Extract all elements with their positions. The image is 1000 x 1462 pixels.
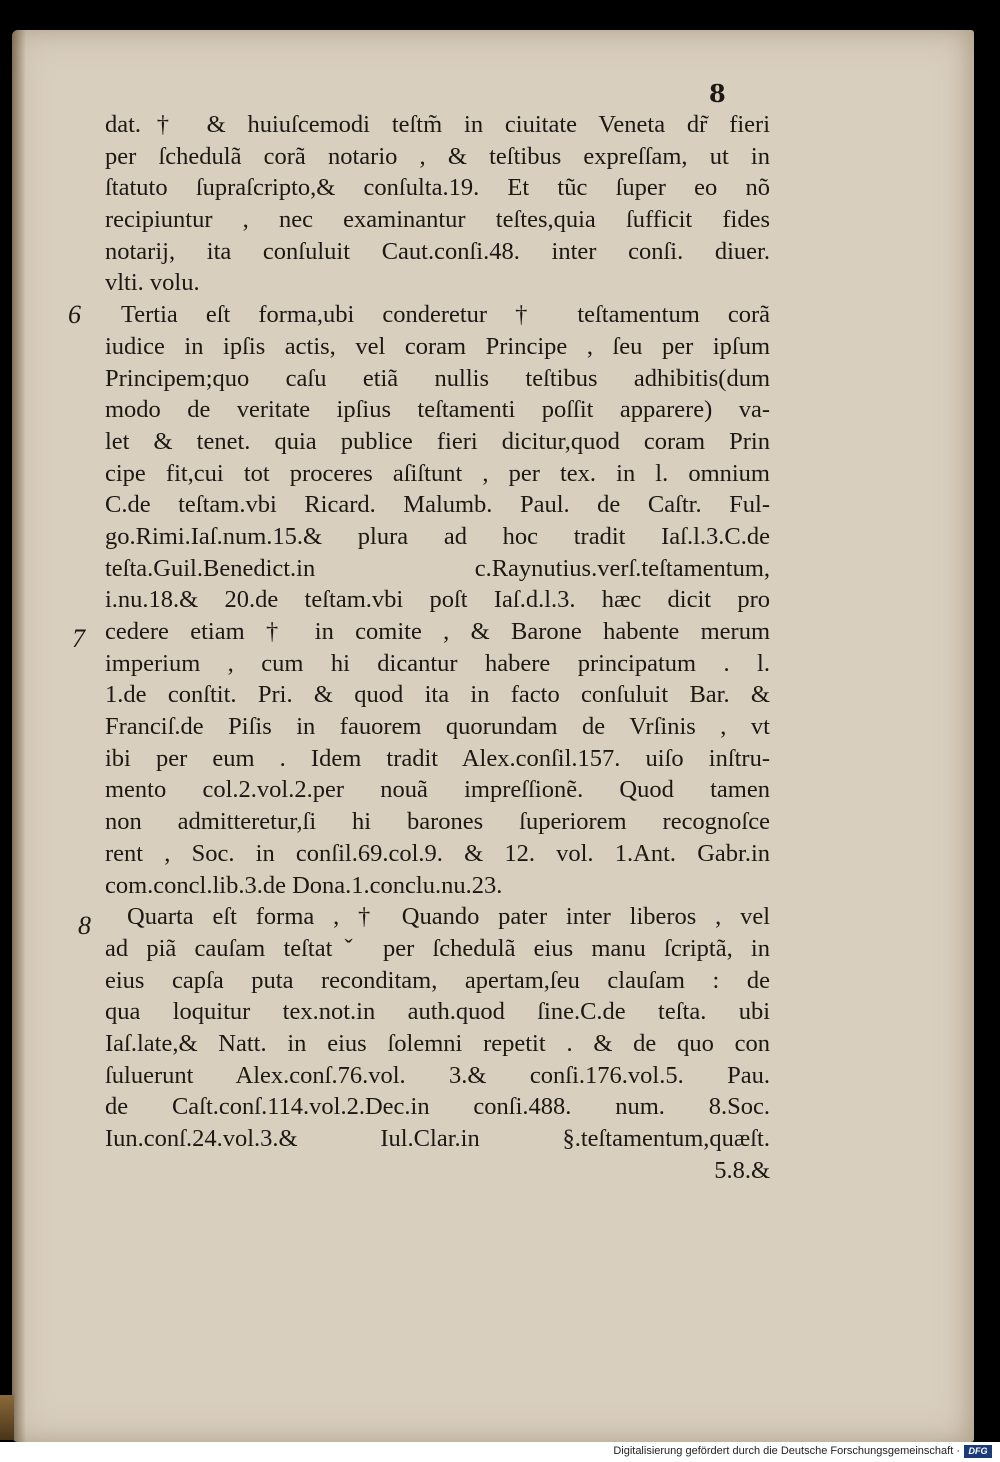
paragraph-start-line: Quarta eſt forma , † Quando pater inter liberos , vel	[127, 903, 770, 931]
body-text	[105, 109, 770, 1186]
text-line: eius capſa puta reconditam, apertam,ſeu clauſam : de	[105, 966, 770, 994]
text-line: ibi per eum . Idem tradit Alex.conſil.157. uiſo inſtru-	[105, 744, 770, 772]
text-line: notarij, ita conſuluit Caut.conſi.48. inter conſi. diuer.	[105, 237, 770, 265]
text-line: dat.† & huiuſcemodi teſtm̃ in ciuitate Veneta dr̃ fieri	[105, 111, 770, 138]
text-line: rent , Soc. in conſil.69.col.9. & 12. vol. 1.Ant. Gabr.in	[105, 839, 770, 867]
text-line: per ſchedulã corã notario , & teſtibus expreſſam, ut in	[105, 142, 770, 170]
text-line: non admitteretur,ſi hi barones ſuperiorem recognoſce	[105, 808, 770, 836]
text-line: Principem;quo caſu etiã nullis teſtibus adhibitis(dum	[105, 364, 770, 392]
text-line: qua loquitur tex.not.in auth.quod ſine.C.de teſta. ubi	[105, 998, 770, 1026]
dfg-logo-icon: DFG	[964, 1445, 992, 1458]
text-line: modo de veritate ipſius teſtamenti poſſit apparere) va-	[105, 396, 770, 424]
text-line: Iaſ.late,& Natt. in eius ſolemni repetit . & de quo con	[105, 1029, 770, 1057]
text-line: ſuluerunt Alex.conſ.76.vol. 3.& conſi.176.vol.5. Pau.	[105, 1061, 770, 1089]
text-line: i.nu.18.& 20.de teſtam.vbi poſt Iaſ.d.l.3. hæc dicit pro	[105, 586, 770, 614]
text-line: recipiuntur , nec examinantur teſtes,quia ſufficit fides	[105, 206, 770, 234]
text-line: de Caſt.conſ.114.vol.2.Dec.in conſi.488. num. 8.Soc.	[105, 1093, 770, 1121]
text-line: Franciſ.de Piſis in fauorem quorundam de Vrſinis , vt	[105, 713, 770, 741]
catchword: 5.8.&	[714, 1156, 770, 1184]
text-line: go.Rimi.Iaſ.num.15.& plura ad hoc tradit Iaſ.l.3.C.de	[105, 522, 770, 550]
page-number: 8	[709, 79, 726, 108]
funding-credit-text: Digitalisierung gefördert durch die Deutsche Forschungsgemeinschaft ·	[613, 1445, 960, 1457]
text-line: cipe fit,cui tot proceres aſiſtunt , per tex. in l. omnium	[105, 459, 770, 487]
text-line: ad piã cauſam teſtatˇ per ſchedulã eius manu ſcriptã, in	[105, 934, 770, 962]
text-line: vlti. volu.	[105, 269, 200, 297]
text-line: mento col.2.vol.2.per nouã impreſſionẽ. Quod tamen	[105, 776, 770, 804]
text-line: let & tenet. quia publice fieri dicitur,quod coram Prin	[105, 427, 770, 455]
text-line: Iun.conſ.24.vol.3.& Iul.Clar.in §.teſtamentum,quæſt.	[105, 1125, 770, 1152]
text-line: ſtatuto ſupraſcripto,& conſulta.19. Et tũc ſuper eo nõ	[105, 174, 770, 202]
text-line: iudice in ipſis actis, vel coram Principe , ſeu per ipſum	[105, 332, 770, 360]
margin-number-6: 6	[68, 300, 81, 329]
paragraph-start-line: Tertia eſt forma,ubi conderetur † teſtamentum corã	[121, 301, 770, 329]
text-line: imperium , cum hi dicantur habere principatum . l.	[105, 649, 770, 677]
book-spine-edge	[0, 1395, 14, 1440]
text-line: com.concl.lib.3.de Dona.1.conclu.nu.23.	[105, 871, 503, 899]
text-line: cedere etiam † in comite , & Barone habente merum	[105, 618, 770, 645]
margin-number-7: 7	[72, 624, 85, 653]
text-line: C.de teſtam.vbi Ricard. Malumb. Paul. de Caſtr. Ful-	[105, 491, 770, 519]
text-line: 1.de conſtit. Pri. & quod ita in facto conſuluit Bar. &	[105, 681, 770, 709]
margin-number-8: 8	[78, 911, 91, 940]
text-line: teſta.Guil.Benedict.in c.Raynutius.verſ.teſtamentum,	[105, 554, 770, 582]
footer-bar	[0, 1442, 1000, 1462]
